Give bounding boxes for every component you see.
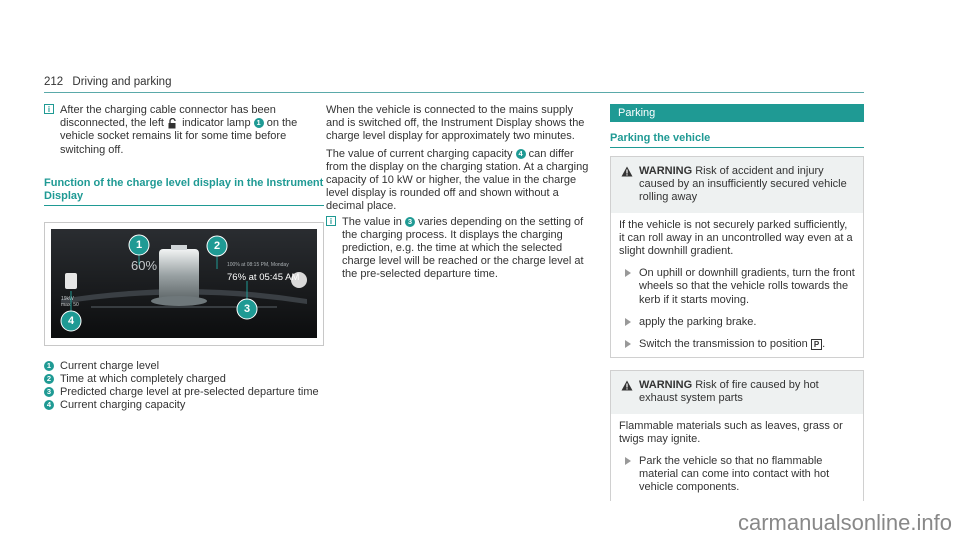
warning-body xyxy=(611,213,863,358)
legend-list xyxy=(44,360,324,413)
warning-text: If the vehicle is not securely parked sufficiently, it can roll away in an uncontrolled way even at a slight downhill gradient. xyxy=(619,218,853,258)
column-3 xyxy=(610,104,864,501)
step-item xyxy=(619,267,855,307)
warning-heading: Risk of fire caused by hot exhaust system parts xyxy=(639,379,819,405)
legend-item xyxy=(44,373,324,386)
step-arrow-icon xyxy=(625,318,631,326)
charging-capacity: 19kW xyxy=(61,295,74,302)
page-header xyxy=(44,76,171,88)
legend-item xyxy=(44,360,324,373)
header-rule xyxy=(44,92,864,93)
warning-header-text xyxy=(619,379,855,405)
callout-overlay xyxy=(51,229,317,338)
warning-body xyxy=(611,414,863,501)
info-note xyxy=(44,104,324,157)
paragraph-display-duration: When the vehicle is connected to the mains supply and is switched off, the Instrument Display shows the charge level display for approximately two minutes. xyxy=(326,104,585,143)
section-title-parking: Parking the vehicle xyxy=(610,132,711,144)
legend-badge: 3 xyxy=(44,387,54,397)
callout-4: 4 xyxy=(67,314,75,327)
warning-box-rolling xyxy=(610,156,864,358)
note-text-a: After the charging cable connector has been disconnected, the left xyxy=(60,104,276,130)
warning-header xyxy=(611,371,863,413)
section-title-charge-display: Function of the charge level display in the Instrument Display xyxy=(44,176,324,202)
column-1 xyxy=(44,104,324,413)
legend-text: Current charge level xyxy=(60,359,160,372)
warning-triangle-icon xyxy=(621,166,633,177)
legend-item xyxy=(44,386,324,399)
warning-text: Flammable materials such as leaves, grass or twigs may ignite. xyxy=(619,419,843,445)
callout-2: 2 xyxy=(213,239,221,252)
legend-badge: 1 xyxy=(44,361,54,371)
callout-badge: 4 xyxy=(516,149,526,159)
svg-text:i: i xyxy=(329,216,333,226)
note-text-a: The value in xyxy=(342,215,402,228)
charge-percent: 60% xyxy=(131,257,158,273)
callout-3: 3 xyxy=(243,302,251,315)
paragraph-text-b: can differ from the display on the charging station. At a charging capacity of 10 kW or higher, the value in the charge level display is rounded off and shown without a decimal place. xyxy=(326,147,589,213)
info-note xyxy=(326,216,594,282)
step-arrow-icon xyxy=(625,340,631,348)
chapter-title: Driving and parking xyxy=(72,76,172,88)
callout-badge: 1 xyxy=(254,118,264,128)
warning-label: WARNING xyxy=(639,379,693,392)
legend-text: Time at which completely charged xyxy=(60,373,226,386)
watermark: carmanualsonline.info xyxy=(737,510,952,535)
step-text: On uphill or downhill gradients, turn the front wheels so that the vehicle rolls towards the kerb if it starts moving. xyxy=(639,267,855,306)
info-icon xyxy=(44,104,54,114)
step-text: apply the parking brake. xyxy=(639,315,757,328)
step-item xyxy=(619,455,855,495)
warning-box-fire xyxy=(610,370,864,500)
legend-badge: 2 xyxy=(44,374,54,384)
chapter-bar-parking: Parking xyxy=(610,104,864,122)
note-text-c: on the vehicle socket remains lit for some time before switching off. xyxy=(60,117,298,156)
note-text-b: indicator lamp xyxy=(182,117,251,130)
display-screen xyxy=(51,229,317,338)
warning-heading: Risk of accident and injury caused by an insufficiently secured vehicle rolling away xyxy=(639,165,847,204)
legend-text: Predicted charge level at pre-selected departure time xyxy=(60,386,319,399)
step-text: Park the vehicle so that no flammable material can come into contact with hot vehicle components. xyxy=(639,455,830,494)
warning-label: WARNING xyxy=(639,165,693,177)
step-item xyxy=(619,316,855,329)
page-number: 212 xyxy=(44,76,64,88)
instrument-display-image xyxy=(44,222,324,346)
step-arrow-icon xyxy=(625,457,631,465)
step-arrow-icon xyxy=(625,269,631,277)
gear-p-symbol: P xyxy=(811,339,822,350)
unlock-icon xyxy=(167,118,179,129)
step-item: Switch the transmission to position P . xyxy=(619,338,855,351)
column-2 xyxy=(326,104,594,282)
svg-text:i: i xyxy=(47,105,51,114)
paragraph-charging-capacity xyxy=(326,148,594,214)
predicted-charge: 76% at 05:45 AM xyxy=(227,271,300,283)
paragraph-text-a: The value of current charging capacity xyxy=(326,147,513,160)
legend-text: Current charging capacity xyxy=(60,399,186,412)
warning-header xyxy=(611,157,863,213)
callout-1: 1 xyxy=(135,238,143,251)
full-charge-time: 100% at 08:15 PM, Monday xyxy=(227,261,289,268)
warning-triangle-icon xyxy=(621,380,633,391)
legend-badge: 4 xyxy=(44,400,54,410)
legend-item xyxy=(44,399,324,412)
capacity-caption: max. 50 xyxy=(61,301,79,308)
info-icon xyxy=(326,216,336,226)
warning-header-text xyxy=(619,165,855,205)
step-text: Switch the transmission to position xyxy=(639,338,808,351)
callout-badge: 3 xyxy=(405,217,415,227)
note-text-b: varies depending on the setting of the charging process. It displays the charging prediction, e.g. the time at which the selected charge level will be reached or the charge level at the pre-selected departure time. xyxy=(342,215,584,281)
